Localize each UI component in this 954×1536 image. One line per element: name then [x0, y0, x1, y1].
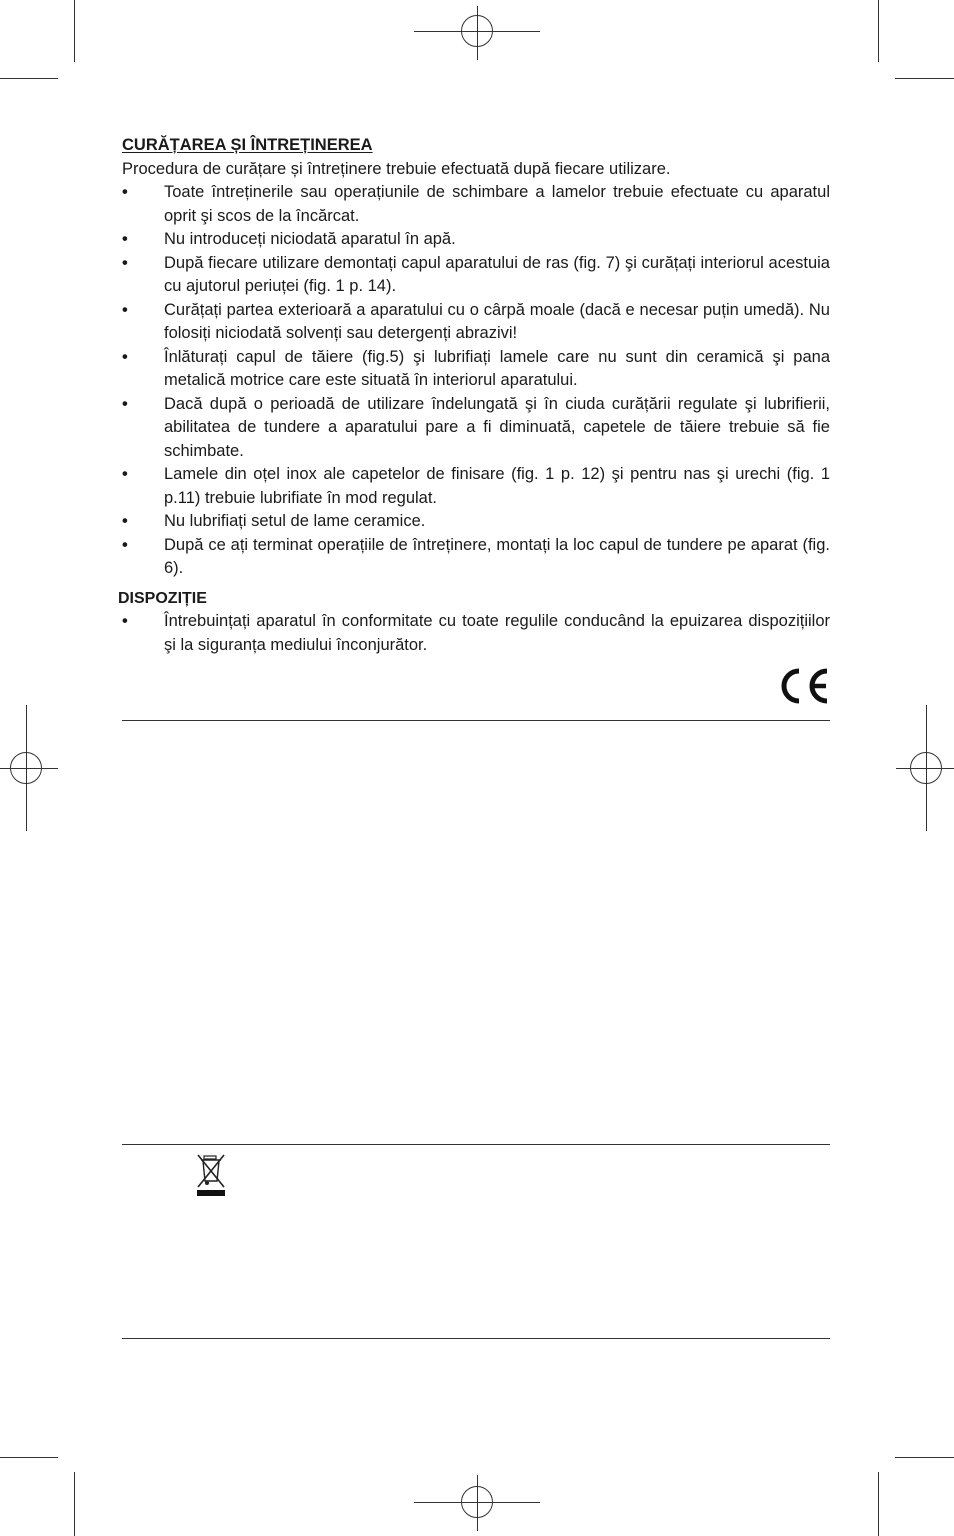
registration-circle [910, 752, 942, 784]
disposal-list [122, 610, 830, 657]
bullet: • [122, 230, 128, 248]
list-item: • Curățați partea exterioară a aparatului cu o cârpă moale (dacă e necesar puțin umedă). Nu folosiți niciodată solvenți sau detergenți abrazivi! [122, 300, 830, 342]
section-intro: Procedura de curățare și întreținere trebuie efectuată după fiecare utilizare. [122, 159, 671, 178]
list-item: • Dacă după o perioadă de utilizare îndelungată şi în ciuda curățării regulate şi lubrifierii, abilitatea de tundere a aparatului pare a fi diminuată, capetele de tăiere trebuie să fie schimbate. [122, 394, 830, 460]
registration-circle [461, 15, 493, 47]
section-title-cleaning: CURĂȚAREA ȘI ÎNTREȚINEREA [122, 136, 373, 154]
crop-mark [74, 0, 75, 62]
registration-circle [461, 1486, 493, 1518]
crop-mark [895, 78, 954, 79]
section-title-disposal: DISPOZIȚIE [118, 589, 207, 607]
list-item: • Toate întreținerile sau operațiunile de schimbare a lamelor trebuie efectuate cu aparatul oprit şi scos de la încărcat. [122, 183, 830, 225]
cleaning-list [122, 181, 830, 581]
bullet: • [122, 612, 128, 630]
crop-mark [895, 1457, 954, 1458]
crop-mark [74, 1472, 75, 1536]
bullet: • [122, 394, 128, 413]
list-item: • Înlăturați capul de tăiere (fig.5) şi lubrifiați lamele care nu sunt din ceramică şi pana metalică motrice care este situată în interiorul aparatului. [122, 347, 830, 389]
list-item: • După ce ați terminat operațiile de întreținere, montați la loc capul de tundere pe aparat (fig. 6). [122, 535, 830, 577]
crop-mark [0, 1457, 58, 1458]
manual-content [118, 134, 830, 657]
bullet: • [122, 465, 128, 483]
crop-mark [0, 78, 58, 79]
bullet: • [122, 347, 128, 366]
registration-circle [10, 752, 42, 784]
divider [122, 1144, 830, 1145]
crop-mark [878, 0, 879, 62]
bullet: • [122, 183, 128, 201]
list-item: • Lamele din oțel inox ale capetelor de finisare (fig. 1 p. 12) şi pentru nas şi urechi (fig. 1 p.11) trebuie lubrifiate în mod regulat. [122, 465, 830, 507]
divider [122, 1338, 830, 1339]
list-item: • Întrebuințați aparatul în conformitate cu toate regulile conducând la epuizarea dispozițiilor şi la siguranța mediului înconjurător. [122, 612, 830, 654]
list-item: • Nu lubrifiați setul de lame ceramice. [122, 510, 830, 534]
weee-bin-icon [195, 1152, 227, 1198]
crop-mark [878, 1472, 879, 1536]
bullet: • [122, 512, 128, 530]
list-item: • Nu introduceți niciodată aparatul în apă. [122, 228, 830, 252]
list-item: • După fiecare utilizare demontați capul aparatului de ras (fig. 7) şi curățați interiorul acestuia cu ajutorul periuței (fig. 1 p. 14). [122, 253, 830, 295]
ce-mark-icon [775, 665, 833, 707]
bullet: • [122, 253, 128, 272]
bullet: • [122, 300, 128, 319]
bullet: • [122, 535, 128, 554]
divider [122, 720, 830, 721]
